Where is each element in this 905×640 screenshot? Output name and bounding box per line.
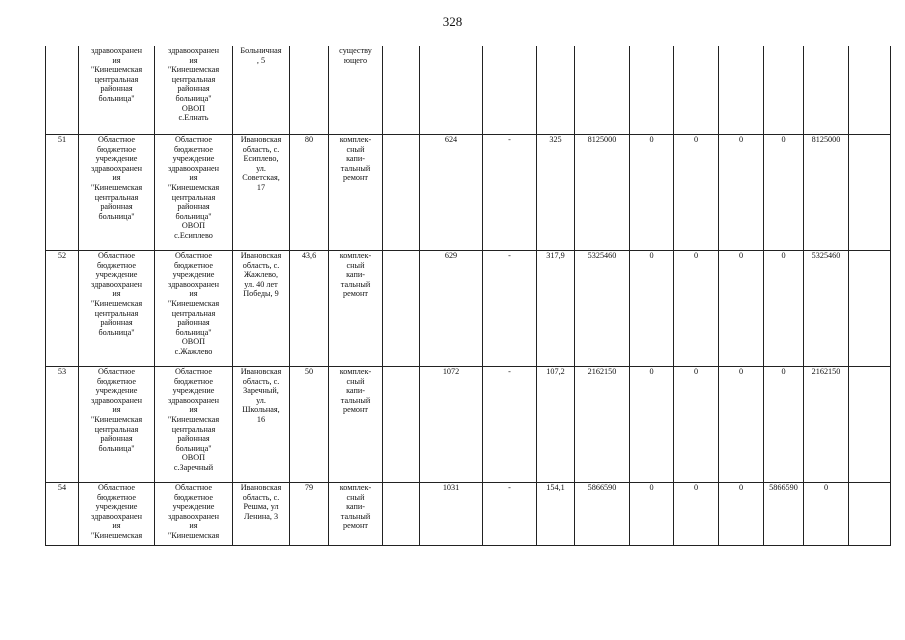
cell-owner: Областное бюджетное учреждение здравоохранен ия "Кинешемская центральная районная больница" [79, 135, 155, 251]
cell-facility: Областное бюджетное учреждение здравоохранен ия "Кинешемская [155, 483, 233, 546]
cell-col14 [719, 46, 764, 135]
cell-col13: 0 [674, 367, 719, 483]
cell-num: 51 [46, 135, 79, 251]
cell-col8: 629 [420, 251, 483, 367]
cell-col10: 107,2 [537, 367, 575, 483]
cell-col8: 624 [420, 135, 483, 251]
cell-col9: - [483, 251, 537, 367]
cell-col14: 0 [719, 135, 764, 251]
table-row [46, 367, 891, 483]
cell-address: Ивановская область, с. Жажлево, ул. 40 лет Победы, 9 [233, 251, 290, 367]
cell-facility: Областное бюджетное учреждение здравоохранен ия "Кинешемская центральная районная больница" ОВОП с.Заречный [155, 367, 233, 483]
cell-col14: 0 [719, 483, 764, 546]
table-row [46, 46, 891, 135]
cell-col16: 2162150 [804, 367, 849, 483]
table-row [46, 135, 891, 251]
cell-col17 [849, 46, 891, 135]
cell-col8 [420, 46, 483, 135]
cell-work-type: комплек- сный капи- тальный ремонт [329, 483, 383, 546]
cell-col10: 154,1 [537, 483, 575, 546]
cell-col15: 0 [764, 135, 804, 251]
cell-col14: 0 [719, 367, 764, 483]
cell-col7 [383, 483, 420, 546]
cell-facility: Областное бюджетное учреждение здравоохранен ия "Кинешемская центральная районная больница" ОВОП с.Есиплево [155, 135, 233, 251]
cell-col11: 8125000 [575, 135, 630, 251]
cell-col12: 0 [630, 251, 674, 367]
cell-col9 [483, 46, 537, 135]
cell-col8: 1072 [420, 367, 483, 483]
cell-area [290, 46, 329, 135]
cell-col7 [383, 367, 420, 483]
cell-address: Ивановская область, с. Заречный, ул. Школьная, 16 [233, 367, 290, 483]
cell-col15: 0 [764, 251, 804, 367]
cell-work-type: существу ющего [329, 46, 383, 135]
cell-col9: - [483, 483, 537, 546]
cell-col7 [383, 251, 420, 367]
cell-owner: Областное бюджетное учреждение здравоохранен ия "Кинешемская центральная районная больница" [79, 251, 155, 367]
table-row [46, 483, 891, 546]
cell-address: Ивановская область, с. Есиплево, ул. Советская, 17 [233, 135, 290, 251]
cell-col17 [849, 367, 891, 483]
cell-num [46, 46, 79, 135]
cell-col12 [630, 46, 674, 135]
cell-work-type: комплек- сный капи- тальный ремонт [329, 251, 383, 367]
cell-col7 [383, 46, 420, 135]
cell-col13: 0 [674, 135, 719, 251]
cell-col8: 1031 [420, 483, 483, 546]
page-number: 328 [442, 14, 463, 29]
cell-col13: 0 [674, 251, 719, 367]
cell-col15: 5866590 [764, 483, 804, 546]
cell-num: 54 [46, 483, 79, 546]
cell-col16: 0 [804, 483, 849, 546]
cell-col13 [674, 46, 719, 135]
cell-col11: 5866590 [575, 483, 630, 546]
cell-col15: 0 [764, 367, 804, 483]
cell-col17 [849, 251, 891, 367]
cell-col15 [764, 46, 804, 135]
cell-owner: Областное бюджетное учреждение здравоохранен ия "Кинешемская центральная районная больница" [79, 367, 155, 483]
cell-col13: 0 [674, 483, 719, 546]
cell-col11: 5325460 [575, 251, 630, 367]
cell-area: 79 [290, 483, 329, 546]
cell-area: 43,6 [290, 251, 329, 367]
cell-col10 [537, 46, 575, 135]
cell-address: Ивановская область, с. Решма, ул Ленина, 3 [233, 483, 290, 546]
cell-owner: здравоохранен ия "Кинешемская центральная районная больница" [79, 46, 155, 135]
cell-col17 [849, 135, 891, 251]
cell-area: 80 [290, 135, 329, 251]
cell-col7 [383, 135, 420, 251]
cell-col10: 317,9 [537, 251, 575, 367]
cell-address: Больничная , 5 [233, 46, 290, 135]
cell-work-type: комплек- сный капи- тальный ремонт [329, 367, 383, 483]
cell-col11 [575, 46, 630, 135]
cell-col11: 2162150 [575, 367, 630, 483]
cell-col16: 8125000 [804, 135, 849, 251]
cell-col12: 0 [630, 367, 674, 483]
cell-col16 [804, 46, 849, 135]
cell-facility: здравоохранен ия "Кинешемская центральная районная больница" ОВОП с.Елнать [155, 46, 233, 135]
works-table [45, 46, 891, 546]
cell-col12: 0 [630, 135, 674, 251]
cell-col10: 325 [537, 135, 575, 251]
cell-num: 52 [46, 251, 79, 367]
cell-col9: - [483, 367, 537, 483]
table-row [46, 251, 891, 367]
cell-col14: 0 [719, 251, 764, 367]
cell-area: 50 [290, 367, 329, 483]
cell-facility: Областное бюджетное учреждение здравоохранен ия "Кинешемская центральная районная больница" ОВОП с.Жажлево [155, 251, 233, 367]
cell-work-type: комплек- сный капи- тальный ремонт [329, 135, 383, 251]
cell-num: 53 [46, 367, 79, 483]
cell-owner: Областное бюджетное учреждение здравоохранен ия "Кинешемская [79, 483, 155, 546]
cell-col17 [849, 483, 891, 546]
cell-col12: 0 [630, 483, 674, 546]
cell-col16: 5325460 [804, 251, 849, 367]
cell-col9: - [483, 135, 537, 251]
